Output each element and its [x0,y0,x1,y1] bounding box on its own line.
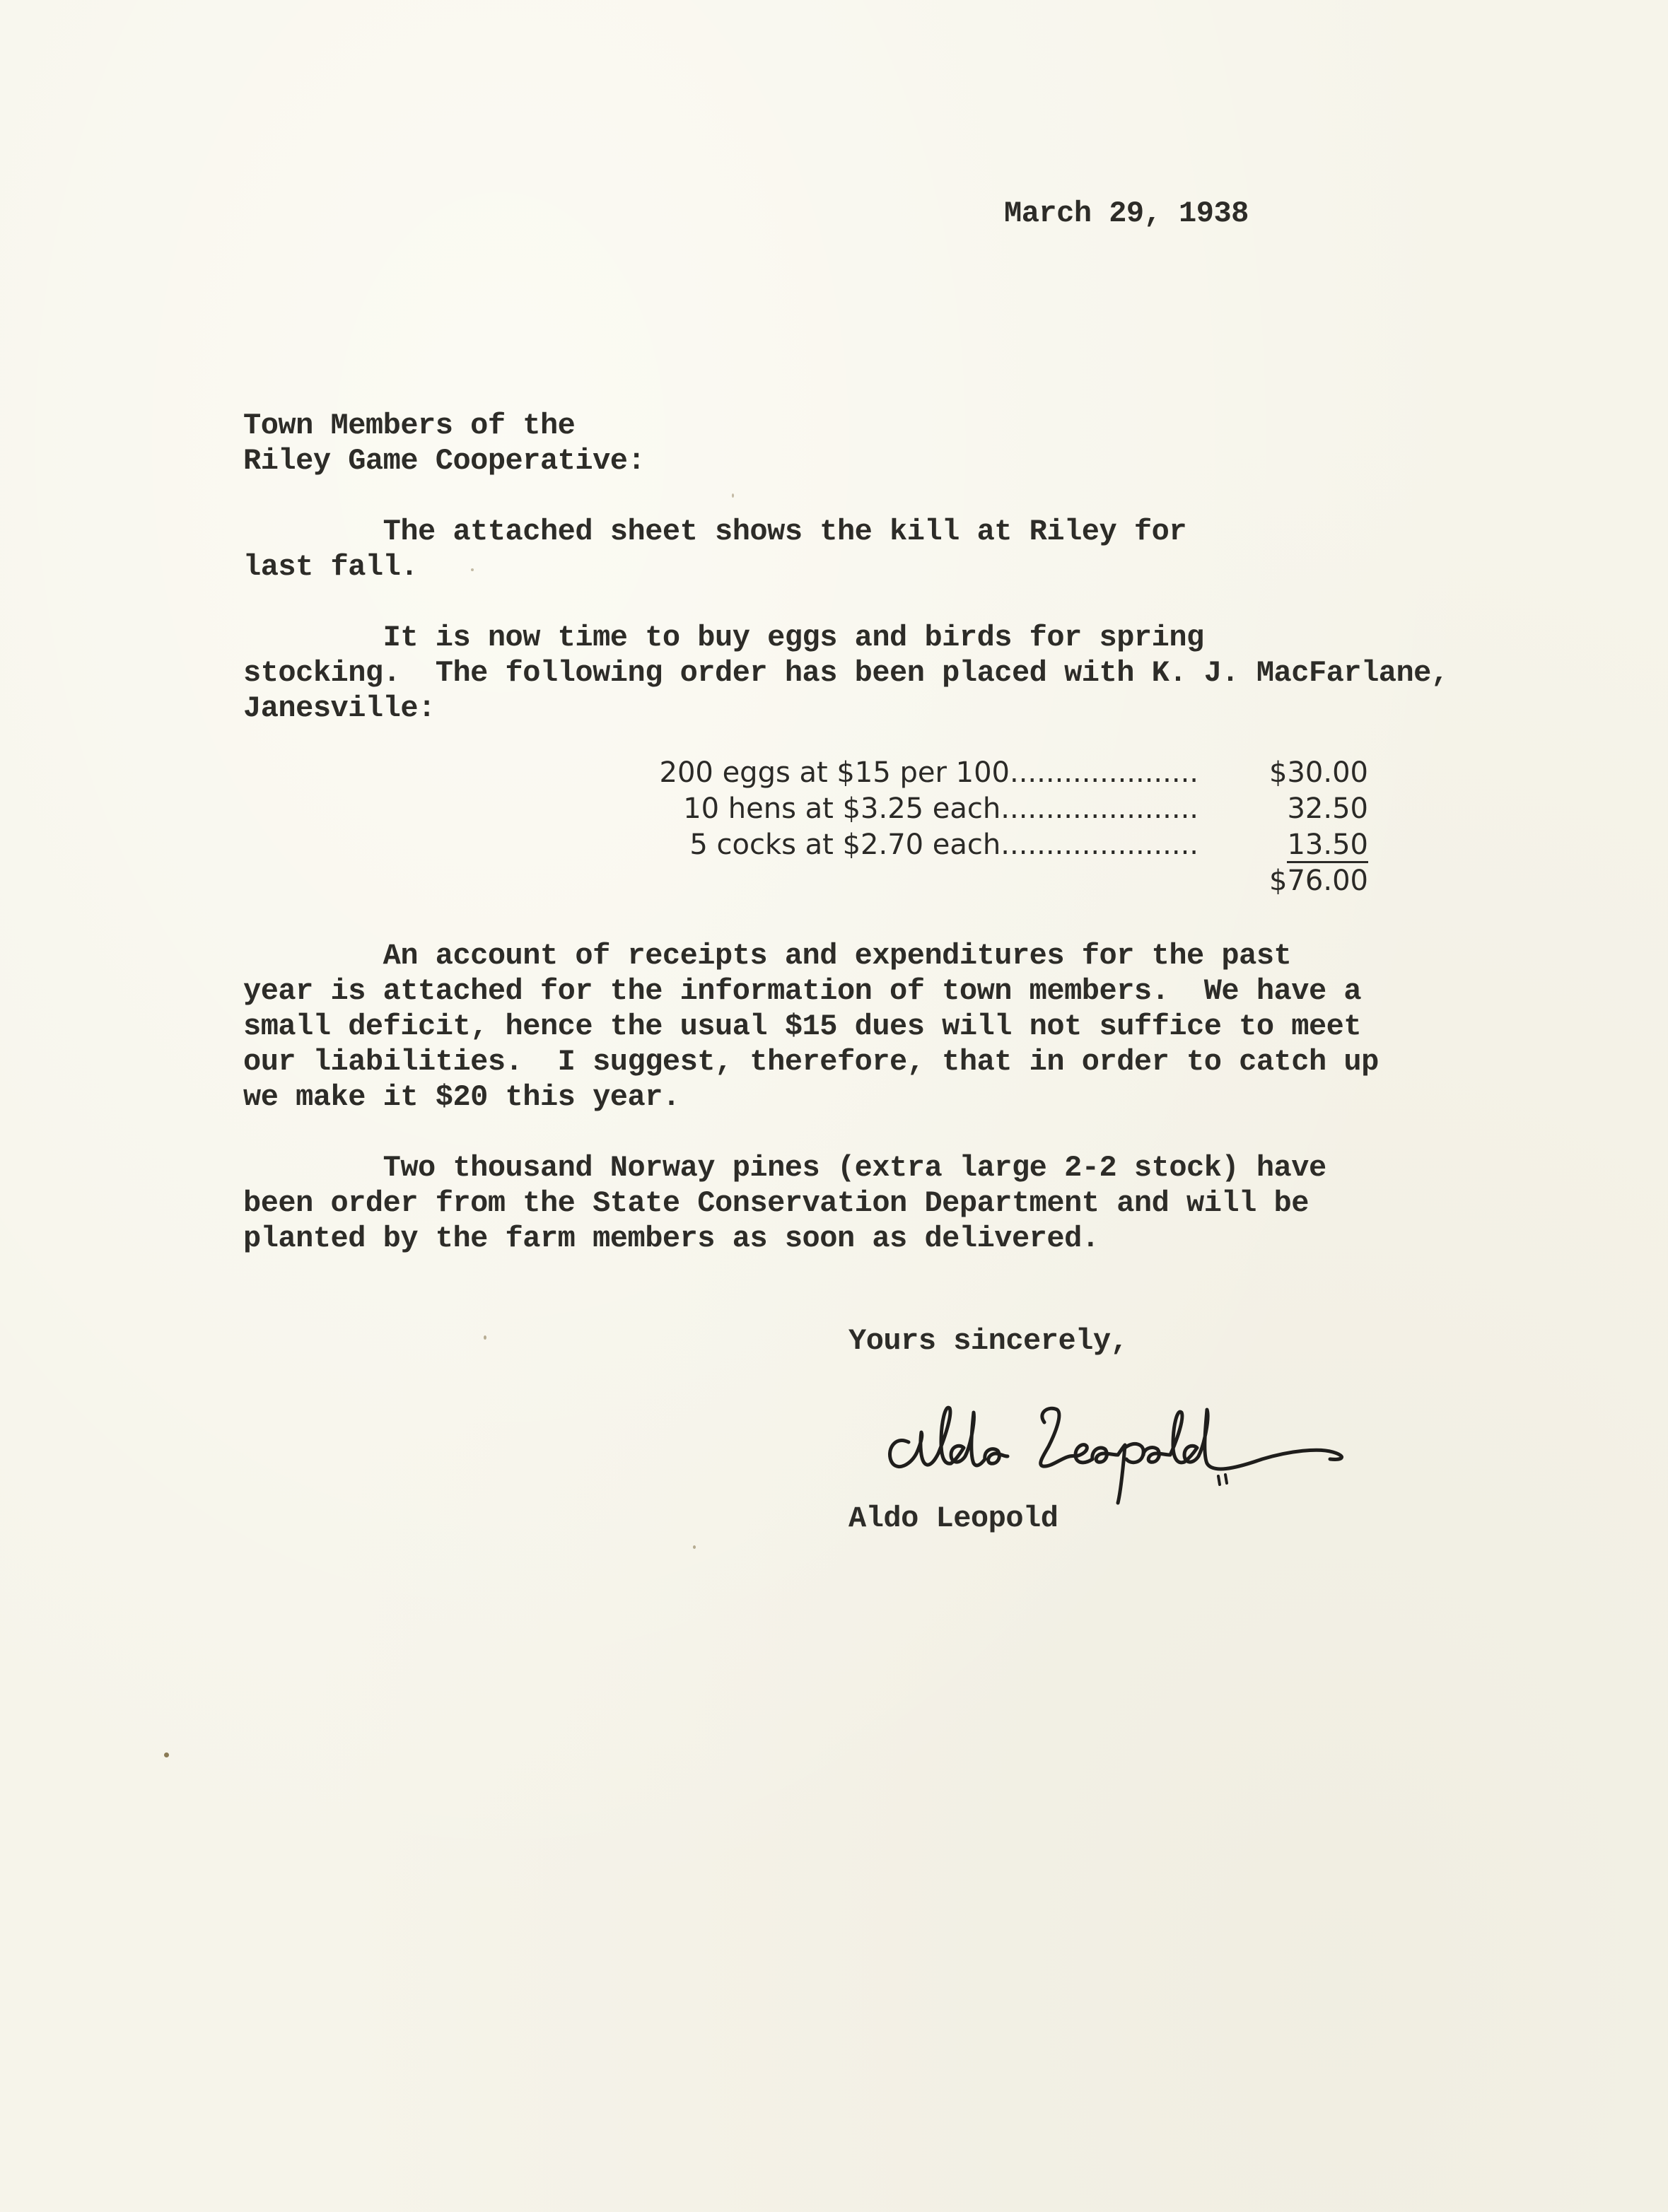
order-item-amount: $30.00 [1269,756,1368,789]
paper-speck [164,1752,169,1757]
paper-speck [471,568,474,571]
paragraph-2-line-1: It is now time to buy eggs and birds for spring [243,621,1204,655]
order-row [488,827,1368,863]
order-row [488,755,1368,791]
letter-date: March 29, 1938 [1004,197,1249,230]
paragraph-4-line-1: Two thousand Norway pines (extra large 2-2 stock) have [243,1151,1326,1185]
handwritten-signature [880,1386,1375,1506]
paragraph-4-line-3: planted by the farm members as soon as delivered. [243,1222,1100,1256]
order-item-amount-underlined: 13.50 [1287,829,1368,863]
paper-speck [732,493,734,498]
paragraph-1-line-2: last fall. [243,550,419,584]
order-item-amount: 32.50 [1287,792,1368,825]
order-item-description: 10 hens at $3.25 each...................... [683,792,1198,825]
paragraph-2-line-3: Janesville: [243,691,436,725]
paragraph-1-line-1: The attached sheet shows the kill at Riley for [243,515,1187,549]
order-total-row [488,863,1368,899]
order-row [488,791,1368,827]
paragraph-4-line-2: been order from the State Conservation Department and will be [243,1186,1309,1220]
order-item-description: 5 cocks at $2.70 each...................... [689,829,1198,861]
salutation-line-1: Town Members of the [243,409,576,443]
paragraph-3-line-3: small deficit, hence the usual $15 dues will not suffice to meet [243,1010,1362,1043]
paragraph-3-line-2: year is attached for the information of town members. We have a [243,974,1362,1008]
signed-name: Aldo Leopold [848,1502,1058,1535]
paragraph-3-line-5: we make it $20 this year. [243,1080,680,1114]
order-item-description: 200 eggs at $15 per 100..................... [659,756,1198,789]
order-item-amount [1213,827,1368,863]
paragraph-3-line-4: our liabilities. I suggest, therefore, that in order to catch up [243,1045,1379,1079]
order-total: $76.00 [1269,865,1368,897]
paragraph-3 [243,938,1379,1115]
paper-speck [484,1335,486,1340]
paper-speck [693,1545,696,1549]
paragraph-1 [243,514,1186,585]
closing: Yours sincerely, [848,1324,1128,1358]
paragraph-4 [243,1150,1326,1256]
salutation-line-2: Riley Game Cooperative: [243,444,646,478]
paragraph-2 [243,620,1449,726]
paragraph-2-line-2: stocking. The following order has been placed with K. J. MacFarlane, [243,656,1449,690]
order-table [488,755,1368,899]
paragraph-3-line-1: An account of receipts and expenditures for the past [243,939,1292,973]
salutation [243,408,645,479]
